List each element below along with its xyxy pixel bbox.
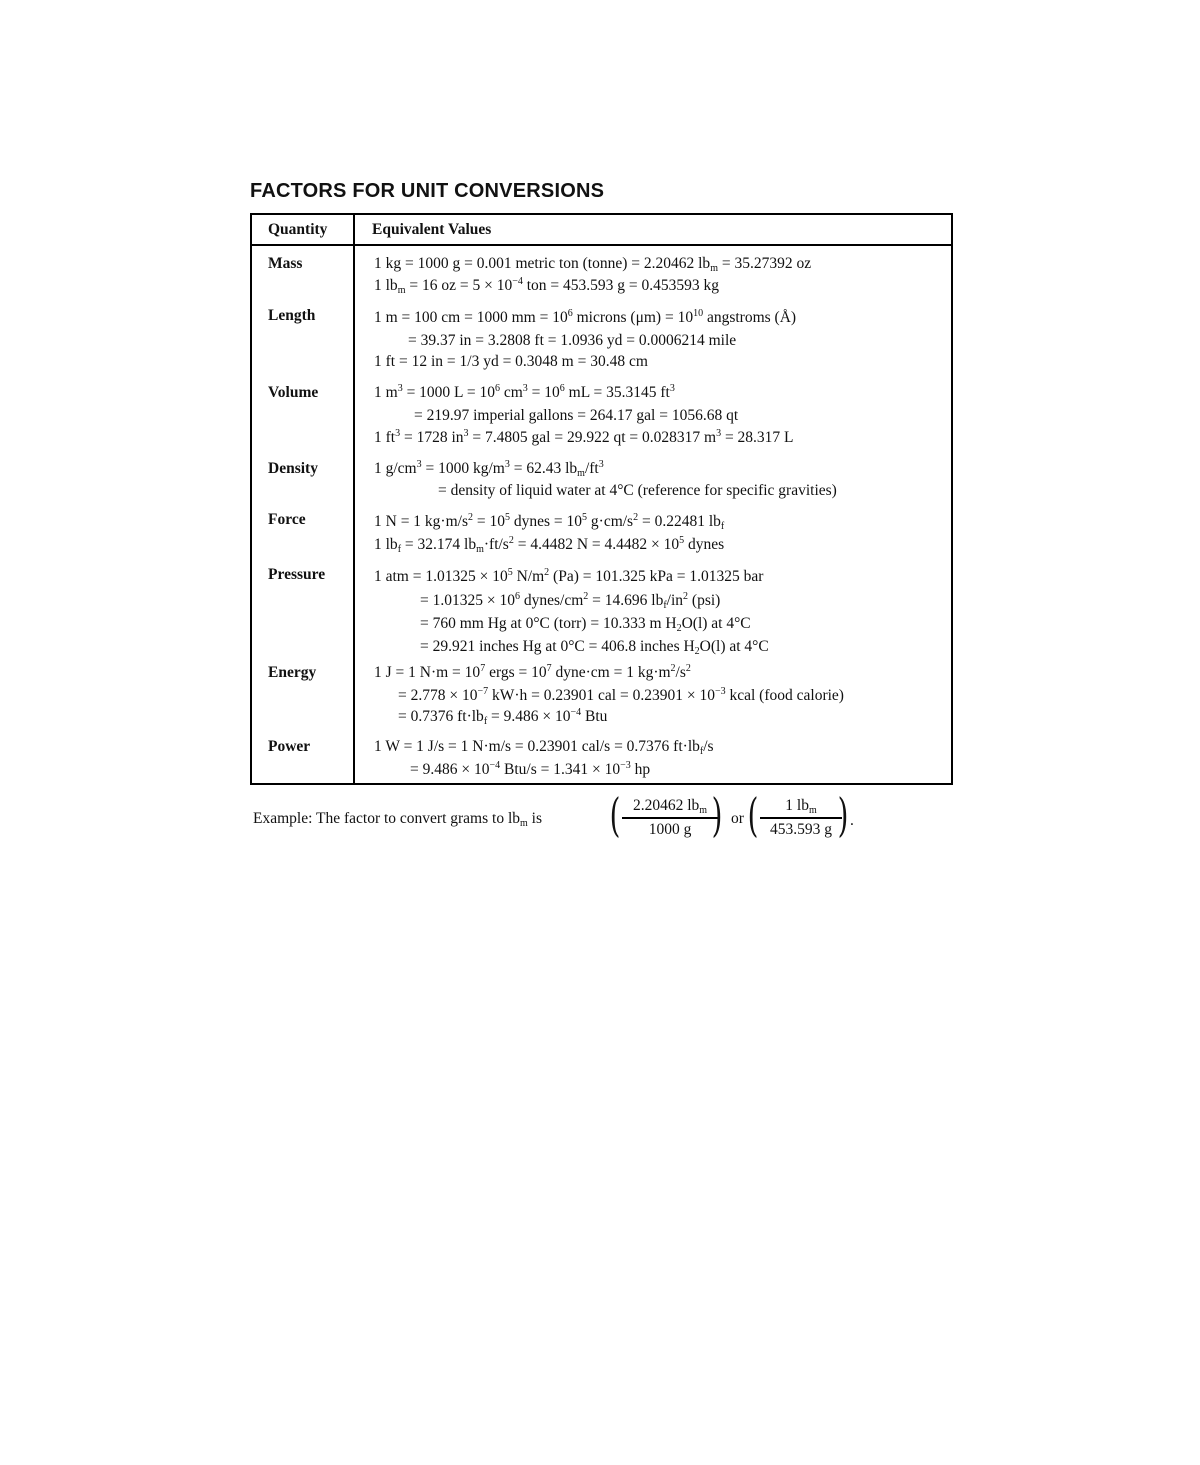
fraction-lb-per-gram [622,796,718,840]
fraction-bar [622,817,718,819]
row-label-energy: Energy [268,664,317,681]
volume-line-1: 1 $m^3 = 1000$ $L = 10^6$ $cm^3 = 10^6$ mL = 35.3145 $ft^3$ [374,383,675,401]
row-label-mass: Mass [268,255,303,272]
header-divider [250,244,953,246]
page-title: FACTORS FOR UNIT CONVERSIONS [250,180,605,202]
fraction-1-numerator: 2.20462 $lb_m$ [632,797,708,816]
energy-line-1: 1 J = 1 $N\cdot m = 10^7$ ergs = $10^7$ dyne·cm = 1 $kg\cdot m^2/s^2$ [374,663,691,681]
row-label-force: Force [268,511,306,528]
power-line-2: = $9.486 \times 10^{-4}$ $Btu/s = 1.341 \times 10^{-3}$ hp [410,760,651,778]
density-line-2: = density of liquid water at 4°C (reference for specific gravities) [438,482,837,499]
example-or: or [731,810,744,827]
pressure-line-4: = 29.921 inches Hg at 0°C = 406.8 inches $H_2O(l)$ at 4°C [420,638,769,657]
row-label-pressure: Pressure [268,566,326,583]
left-paren-2: ( [747,788,759,842]
force-line-1: 1 N = 1 $kg\cdot m/s^2 = 10^5$ dynes = $10^5$ $g\cdot cm/s^2 = 0.22481$ $lb_f$ [374,512,725,532]
mass-line-1: 1 kg = 1000 g = 0.001 metric ton (tonne) = 2.20462 $lb_m = 35.27392$ oz [374,255,812,274]
row-label-volume: Volume [268,384,319,401]
mass-line-2: 1 $lb_m = 16$ oz = $5 \times 10^{-4}$ ton = 453.593 g = 0.453593 kg [374,276,720,296]
length-line-1: 1 m = 100 cm = 1000 mm = $10^6$ microns $(\mu m) = 10^{10}$ angstroms (Å) [374,308,797,326]
fraction-2-numerator: 1 $lb_m$ [785,797,817,816]
row-label-density: Density [268,460,318,477]
energy-line-2: = $2.778 \times 10^{-7}$ kW·h = 0.23901 cal = $0.23901 \times 10^{-3}$ kcal (food calorie) [398,686,844,704]
length-line-3: 1 ft = 12 in = 1/3 yd = 0.3048 m = 30.48 cm [374,353,648,370]
example-text: Example: The factor to convert grams to $lb_m$ is [253,810,543,829]
fraction-bar [760,817,842,819]
pressure-line-1: 1 atm = $1.01325 \times 10^5$ $N/m^2$ (Pa) = 101.325 kPa = 1.01325 bar [374,567,764,585]
pressure-line-3: = 760 mm Hg at 0°C (torr) = 10.333 m $H_2O(l)$ at 4°C [420,615,751,634]
column-divider [353,213,355,785]
example-period: . [850,812,854,829]
header-quantity: Quantity [268,221,328,238]
power-line-1: 1 W = 1 J/s = 1 N·m/s = 0.23901 cal/s = 0.7376 $ft\cdot lb_f/s$ [374,738,714,757]
volume-line-3: 1 $ft^3 = 1728$ $in^3 = 7.4805$ gal = 29.922 qt = 0.028317 $m^3 = 28.317$ L [374,428,794,446]
right-paren-2: ) [837,788,849,842]
row-label-power: Power [268,738,311,755]
row-label-length: Length [268,307,316,324]
volume-line-2: = 219.97 imperial gallons = 264.17 gal = 1056.68 qt [414,407,739,424]
energy-line-3: = 0.7376 $ft\cdot lb_f = 9.486 \times 10^{-4}$ Btu [398,707,608,727]
left-paren-1: ( [609,788,621,842]
right-paren-1: ) [711,788,723,842]
header-equivalent-values: Equivalent Values [372,221,492,238]
fraction-gram-per-lb [760,796,842,840]
density-line-1: 1 $g/cm^3 = 1000$ $kg/m^3 = 62.43$ $lb_m/ft^3$ [374,459,604,479]
force-line-2: 1 $lb_f = 32.174$ $lb_m\cdot ft/s^2 = 4.4482$ $N = 4.4482 \times 10^5$ dynes [374,535,725,555]
fraction-2-denominator: 453.593 g [770,820,832,838]
length-line-2: = 39.37 in = 3.2808 ft = 1.0936 yd = 0.0006214 mile [408,332,737,349]
pressure-line-2: = $1.01325 \times 10^6$ dynes/$cm^2 = 14.696$ $lb_f/in^2$ (psi) [420,591,721,611]
fraction-1-denominator: 1000 g [648,820,692,838]
